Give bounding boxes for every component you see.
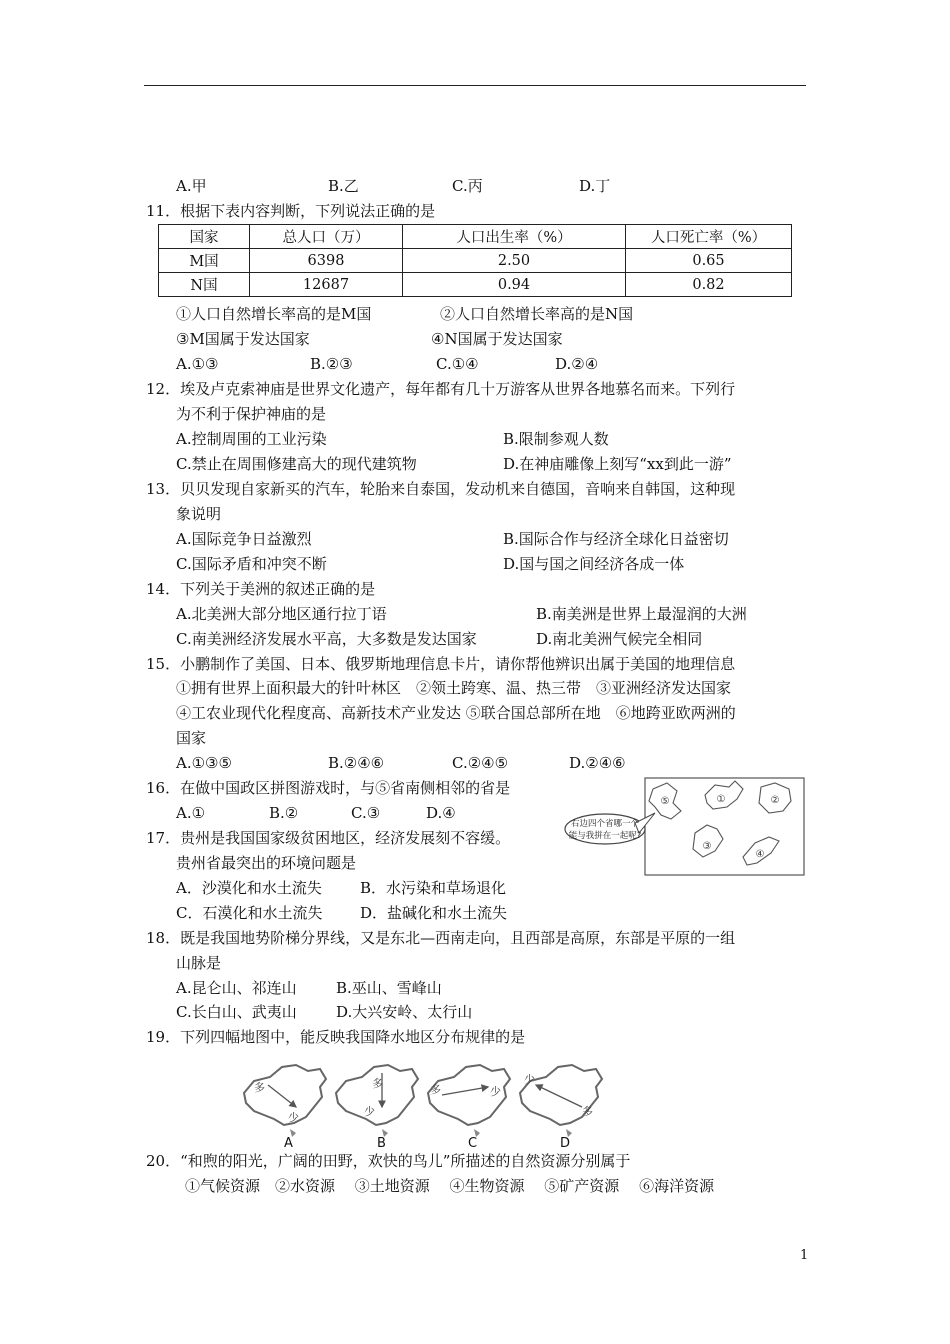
table-cell: M国 bbox=[159, 249, 250, 273]
q13-option-b: B.国际合作与经济全球化日益密切 bbox=[503, 530, 729, 548]
map-a bbox=[244, 1065, 326, 1137]
q13-option-a: A.国际竞争日益激烈 bbox=[176, 530, 312, 548]
table-header-cell: 总人口（万） bbox=[250, 225, 403, 249]
q11-statement-2: ②人口自然增长率高的是N国 bbox=[440, 305, 634, 323]
table-header-cell: 人口出生率（%） bbox=[403, 225, 626, 249]
map-a-less: 少 bbox=[288, 1111, 299, 1124]
map-label-d: D bbox=[560, 1136, 571, 1151]
q10-option-d: D.丁 bbox=[579, 177, 611, 195]
q11-stem: 11．根据下表内容判断，下列说法正确的是 bbox=[146, 202, 436, 220]
q11-option-b: B.②③ bbox=[310, 355, 353, 373]
q18-option-b: B.巫山、雪峰山 bbox=[336, 979, 442, 997]
q15-option-b: B.②④⑥ bbox=[328, 754, 385, 772]
province-label-2: ② bbox=[770, 795, 780, 806]
q17-option-c: C．石漠化和水土流失 bbox=[176, 904, 323, 922]
map-d-more: 多 bbox=[582, 1105, 593, 1118]
q18-option-c: C.长白山、武夷山 bbox=[176, 1003, 297, 1021]
q10-option-a: A.甲 bbox=[176, 177, 207, 195]
q16-stem: 16．在做中国政区拼图游戏时，与⑤省南侧相邻的省是 bbox=[146, 779, 511, 797]
q14-option-c: C.南美洲经济发展水平高，大多数是发达国家 bbox=[176, 630, 477, 648]
q17-stem-line1: 17．贵州是我国国家级贫困地区，经济发展刻不容缓。 bbox=[146, 829, 511, 847]
table-row bbox=[159, 273, 792, 297]
map-c-more: 多 bbox=[430, 1083, 441, 1096]
table-cell: 0.65 bbox=[626, 249, 792, 273]
q11-option-c: C.①④ bbox=[436, 355, 479, 373]
map-label-a: A bbox=[284, 1136, 293, 1151]
map-c bbox=[428, 1065, 510, 1137]
q11-statement-3: ③M国属于发达国家 bbox=[176, 330, 310, 348]
q17-option-a: A．沙漠化和水土流失 bbox=[176, 879, 322, 897]
q16-option-a: A.① bbox=[176, 804, 206, 822]
q11-option-a: A.①③ bbox=[176, 355, 219, 373]
q18-option-d: D.大兴安岭、太行山 bbox=[336, 1003, 473, 1021]
q17-option-d: D．盐碱化和水土流失 bbox=[360, 904, 508, 922]
q15-info-line3: 国家 bbox=[176, 729, 207, 747]
map-b-more: 多 bbox=[372, 1077, 383, 1090]
q13-stem-line2: 象说明 bbox=[176, 505, 222, 523]
q12-option-d: D.在神庙雕像上刻写“xx到此一游” bbox=[503, 455, 732, 473]
province-label-1: ① bbox=[716, 794, 726, 805]
table-cell: 6398 bbox=[250, 249, 403, 273]
header-rule bbox=[144, 85, 806, 86]
bubble-text-line1: 右边四个省哪一个 bbox=[570, 819, 640, 829]
table-cell: N国 bbox=[159, 273, 250, 297]
q14-option-d: D.南北美洲气候完全相同 bbox=[536, 630, 703, 648]
q17-stem-line2: 贵州省最突出的环境问题是 bbox=[176, 854, 357, 872]
province-label-5: ⑤ bbox=[660, 796, 670, 807]
q13-option-c: C.国际矛盾和冲突不断 bbox=[176, 555, 327, 573]
map-label-c: C bbox=[468, 1136, 478, 1151]
table-cell: 2.50 bbox=[403, 249, 626, 273]
table-row bbox=[159, 249, 792, 273]
table-cell: 12687 bbox=[250, 273, 403, 297]
q18-option-a: A.昆仑山、祁连山 bbox=[176, 979, 297, 997]
q13-option-d: D.国与国之间经济各成一体 bbox=[503, 555, 685, 573]
q20-resources-line: ①气候资源 ②水资源 ③土地资源 ④生物资源 ⑤矿产资源 ⑥海洋资源 bbox=[185, 1177, 715, 1195]
q16-option-c: C.③ bbox=[351, 804, 381, 822]
q18-stem-line1: 18．既是我国地势阶梯分界线，又是东北—西南走向，且西部是高原，东部是平原的一组 bbox=[146, 929, 736, 947]
map-d-less: 少 bbox=[524, 1073, 535, 1086]
q15-option-d: D.②④⑥ bbox=[569, 754, 626, 772]
table-header-row bbox=[159, 225, 792, 249]
population-table bbox=[158, 224, 792, 297]
q12-stem-line1: 12．埃及卢克索神庙是世界文化遗产，每年都有几十万游客从世界各地慕名而来。下列行 bbox=[146, 380, 736, 398]
q13-stem-line1: 13．贝贝发现自家新买的汽车，轮胎来自泰国，发动机来自德国，音响来自韩国，这种现 bbox=[146, 480, 736, 498]
q15-info-line2: ④工农业现代化程度高、高新技术产业发达 ⑤联合国总部所在地 ⑥地跨亚欧两洲的 bbox=[176, 704, 736, 722]
map-a-more: 多 bbox=[254, 1081, 265, 1094]
map-label-b: B bbox=[377, 1136, 386, 1151]
table-cell: 0.94 bbox=[403, 273, 626, 297]
q16-option-b: B.② bbox=[269, 804, 299, 822]
q11-statement-1: ①人口自然增长率高的是M国 bbox=[176, 305, 372, 323]
bubble-text-line2: 能与我拼在一起呢? bbox=[568, 831, 642, 841]
map-c-less: 少 bbox=[490, 1085, 501, 1098]
q12-option-a: A.控制周围的工业污染 bbox=[176, 430, 327, 448]
province-puzzle-figure bbox=[563, 777, 805, 876]
map-d bbox=[520, 1065, 602, 1137]
table-cell: 0.82 bbox=[626, 273, 792, 297]
map-b-less: 少 bbox=[364, 1105, 375, 1118]
q15-info-line1: ①拥有世界上面积最大的针叶林区 ②领土跨寒、温、热三带 ③亚洲经济发达国家 bbox=[176, 679, 732, 697]
q15-option-a: A.①③⑤ bbox=[176, 754, 232, 772]
table-header-cell: 人口死亡率（%） bbox=[626, 225, 792, 249]
q20-stem: 20．“和煦的阳光，广阔的田野，欢快的鸟儿”所描述的自然资源分别属于 bbox=[146, 1152, 631, 1170]
q18-stem-line2: 山脉是 bbox=[176, 954, 222, 972]
q15-option-c: C.②④⑤ bbox=[452, 754, 509, 772]
q16-option-d: D.④ bbox=[426, 804, 456, 822]
q10-option-c: C.丙 bbox=[452, 177, 483, 195]
q19-stem: 19．下列四幅地图中，能反映我国降水地区分布规律的是 bbox=[146, 1028, 526, 1046]
q15-stem: 15．小鹏制作了美国、日本、俄罗斯地理信息卡片，请你帮他辨识出属于美国的地理信息 bbox=[146, 655, 736, 673]
q14-stem: 14．下列关于美洲的叙述正确的是 bbox=[146, 580, 376, 598]
q14-option-a: A.北美洲大部分地区通行拉丁语 bbox=[176, 605, 387, 623]
map-b bbox=[336, 1065, 418, 1137]
q14-option-b: B.南美洲是世界上最湿润的大洲 bbox=[536, 605, 747, 623]
table-header-cell: 国家 bbox=[159, 225, 250, 249]
q17-option-b: B．水污染和草场退化 bbox=[360, 879, 507, 897]
q12-option-c: C.禁止在周围修建高大的现代建筑物 bbox=[176, 455, 417, 473]
q12-stem-line2: 为不利于保护神庙的是 bbox=[176, 405, 327, 423]
province-label-3: ③ bbox=[702, 841, 712, 852]
q11-option-d: D.②④ bbox=[555, 355, 599, 373]
page-number: 1 bbox=[800, 1248, 809, 1263]
province-label-4: ④ bbox=[755, 849, 765, 860]
q11-statement-4: ④N国属于发达国家 bbox=[431, 330, 563, 348]
q10-option-b: B.乙 bbox=[328, 177, 359, 195]
q12-option-b: B.限制参观人数 bbox=[503, 430, 609, 448]
